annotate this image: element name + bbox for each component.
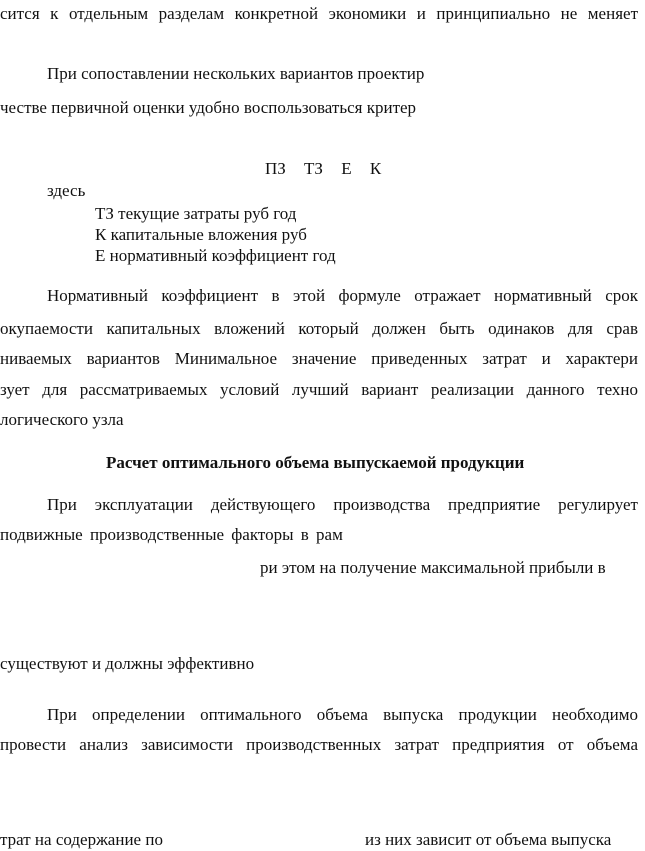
text-line-2: При сопоставлении нескольких вариантов проектир [47,64,425,83]
text-line-1: сится к отдельным разделам конкретной экономики и принципиально не меняет [0,4,638,23]
text-line-11: ри этом на получение максимальной прибыли в [260,558,606,577]
definition-k: К капитальные вложения руб [95,225,307,244]
text-line-14: провести анализ зависимости производственных затрат предприятия от объема [0,735,638,754]
text-line-4: Нормативный коэффициент в этой формуле отражает нормативный срок [47,286,638,305]
text-line-10: подвижные производственные факторы в рам [0,525,343,544]
text-line-13: При определении оптимального объема выпуска продукции необходимо [47,705,638,724]
text-line-8: логического узла [0,410,124,429]
formula: ПЗ ТЗ Е К [265,159,382,178]
text-line-7: зует для рассматриваемых условий лучший вариант реализации данного техно [0,380,638,399]
section-heading: Расчет оптимального объема выпускаемой продукции [106,453,525,472]
text-line-3: честве первичной оценки удобно воспользоваться критер [0,98,417,117]
text-line-15a: трат на содержание по [0,830,163,849]
text-line-5: окупаемости капитальных вложений который должен быть одинаков для срав [0,319,638,338]
text-line-6: ниваемых вариантов Минимальное значение приведенных затрат и характери [0,349,638,368]
definition-tz: ТЗ текущие затраты руб год [95,204,297,223]
definition-e: Е нормативный коэффициент год [95,246,336,265]
text-line-12: существуют и должны эффективно [0,654,255,673]
text-line-9: При эксплуатации действующего производства предприятие регулирует [47,495,638,514]
text-line-here: здесь [47,181,86,200]
text-line-15b: из них зависит от объема выпуска [365,830,612,849]
